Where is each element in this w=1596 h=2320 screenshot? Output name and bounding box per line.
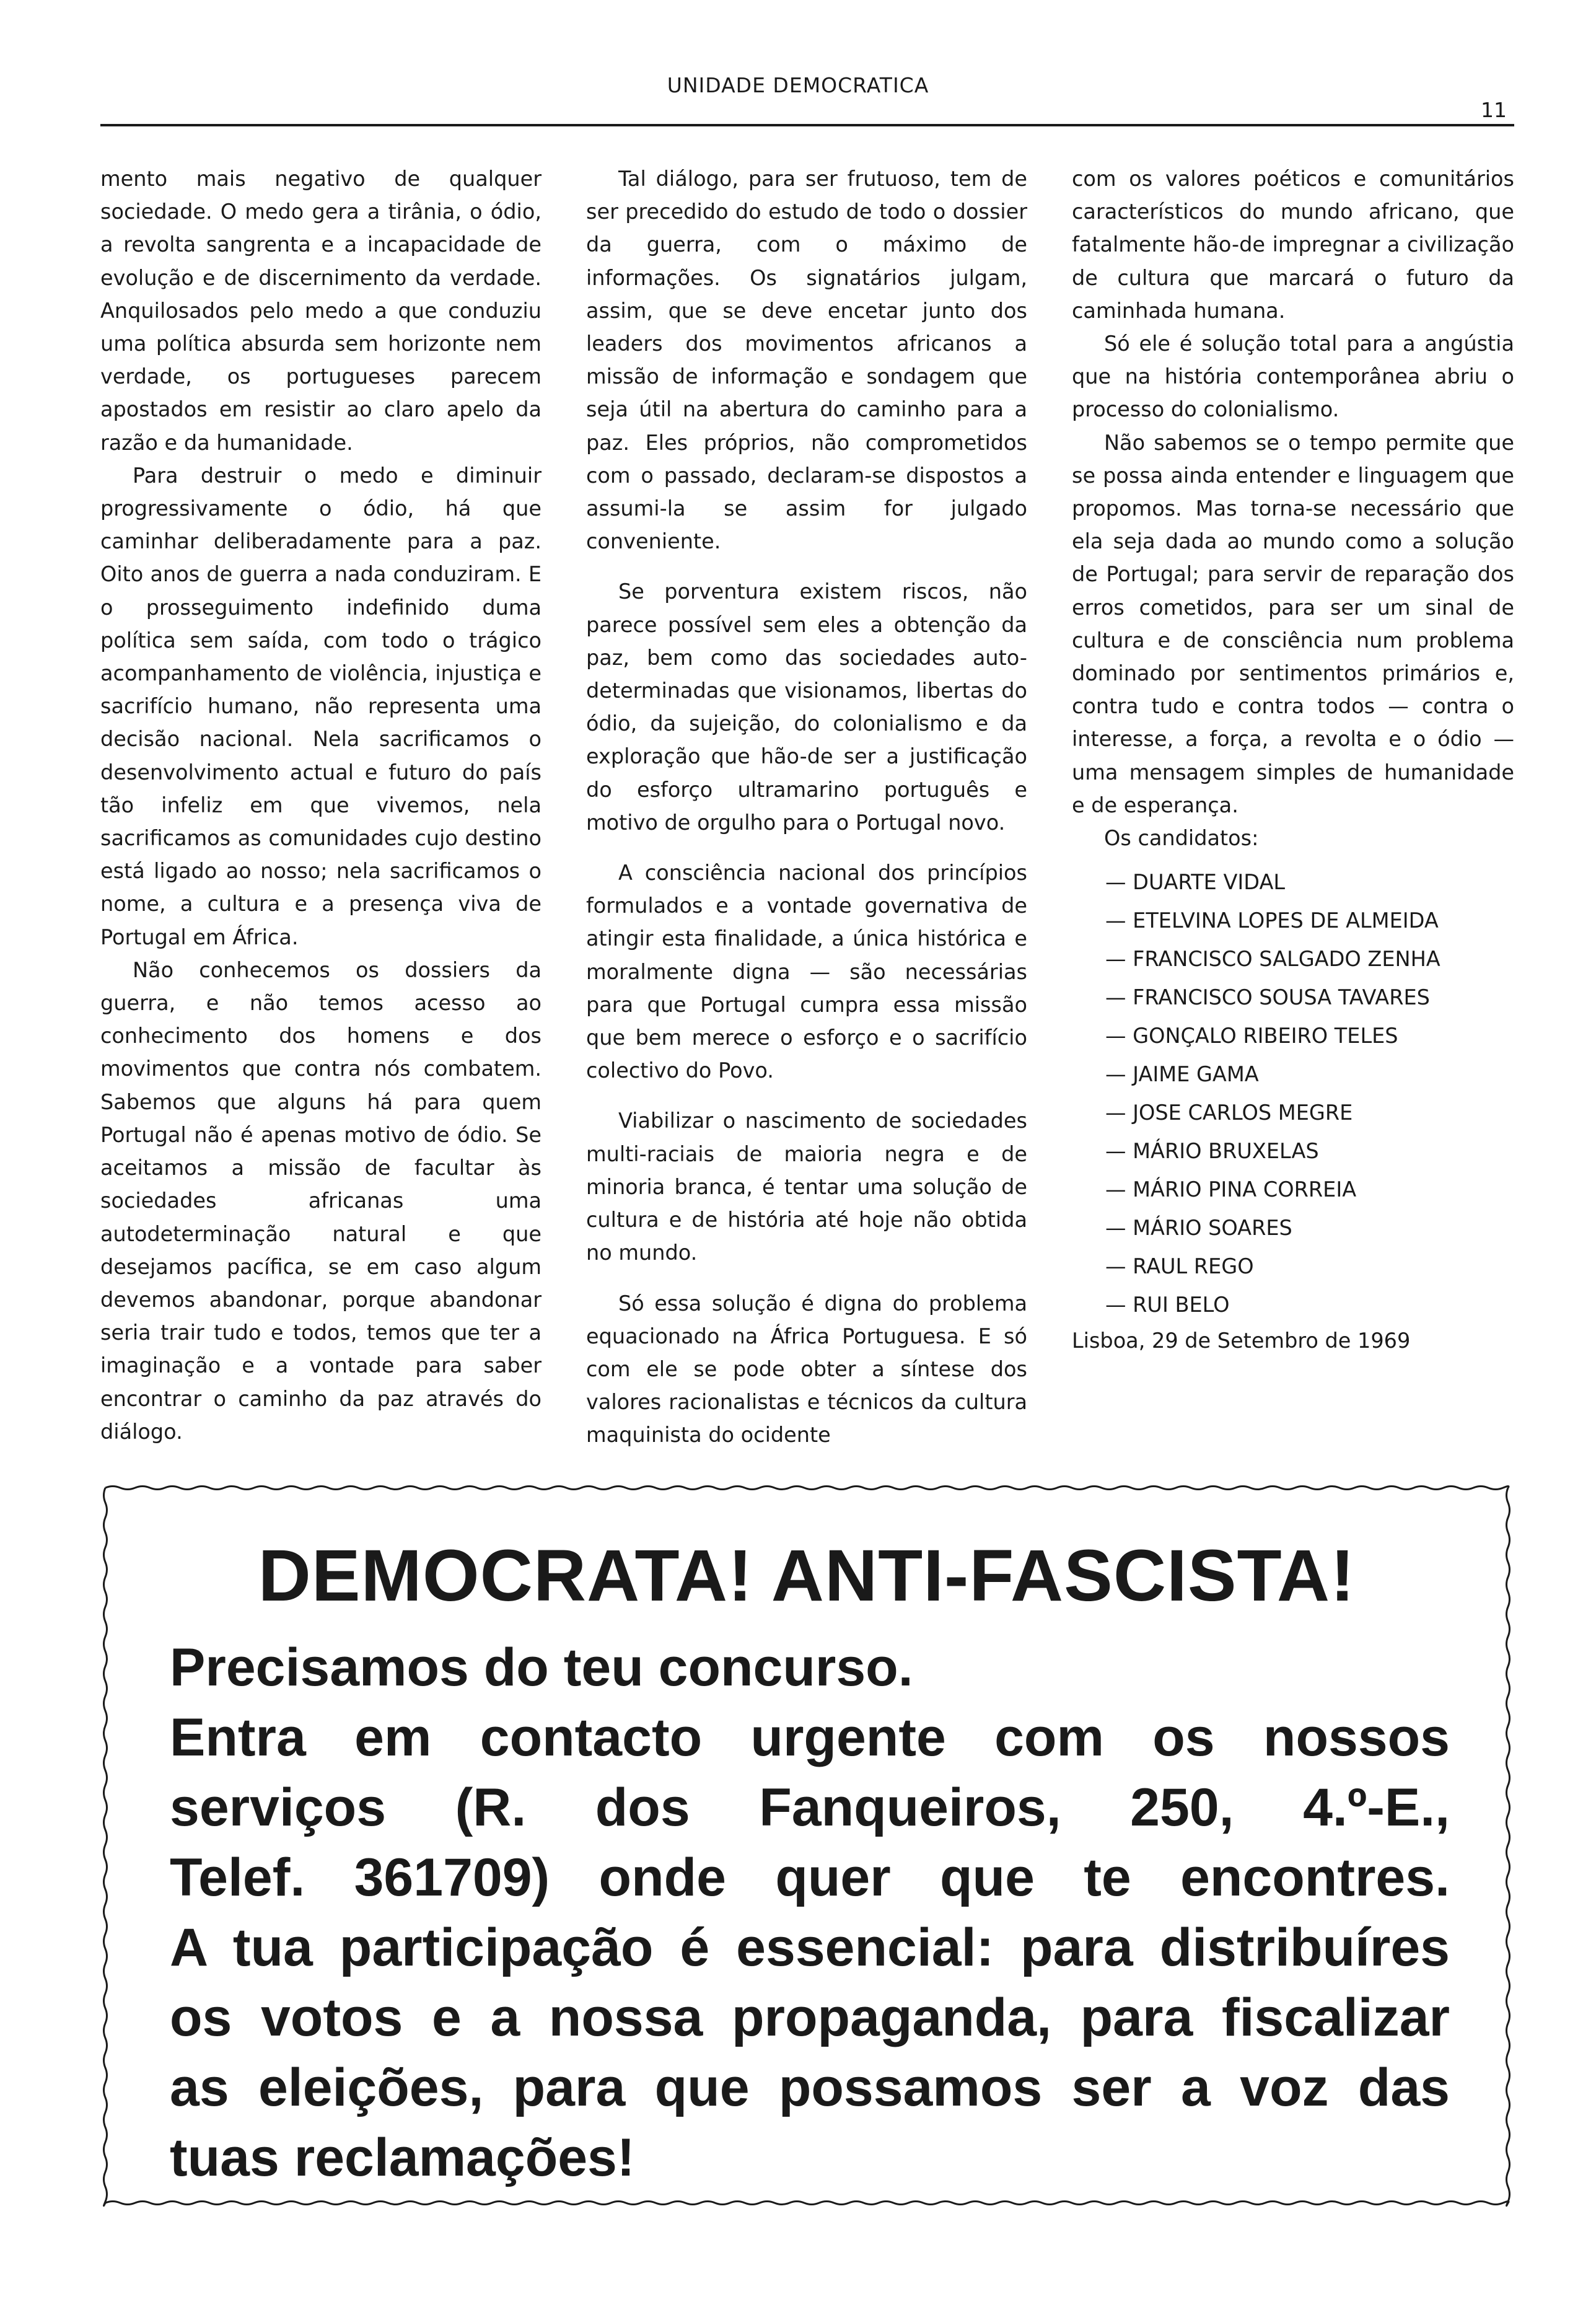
paragraph: com os valores poéticos e comunitários característicos do mundo africano, que fatalmente hão-de impregnar a civilização de cultura que marcará o futuro da caminhada humana. xyxy=(1072,167,1514,323)
candidate-name: — MÁRIO PINA CORREIA xyxy=(1105,1177,1357,1202)
text-column-2 xyxy=(586,162,1027,1452)
ad-line: Precisamos do teu concurso. xyxy=(170,1638,913,1697)
ad-line: Telef. 361709) onde quer que te encontres. xyxy=(170,1848,1450,1907)
paragraph: mento mais negativo de qualquer sociedade. O medo gera a tirânia, o ódio, a revolta sangrenta e a incapacidade de evolução e de discernimento da verdade. Anquilosados pelo medo a que conduziu uma política absurda sem horizonte nem verdade, os portugueses parecem apostados em resistir ao claro apelo da razão e da humanidade. xyxy=(100,167,542,455)
ad-body xyxy=(170,1633,1450,2193)
ad-line: serviços (R. dos Fanqueiros, 250, 4.º-E., xyxy=(170,1778,1450,1837)
candidate-name: — JAIME GAMA xyxy=(1105,1062,1259,1087)
paragraph: Viabilizar o nascimento de sociedades multi-raciais de maioria negra e de minoria branca, é tentar uma solução de cultura e de história até hoje não obtida no mundo. xyxy=(586,1109,1027,1265)
candidate-name: — MÁRIO SOARES xyxy=(1105,1216,1292,1241)
candidate-name: — FRANCISCO SALGADO ZENHA xyxy=(1105,947,1440,972)
paragraph: Se porventura existem riscos, não parece possível sem eles a obtenção da paz, bem como das sociedades auto-determinadas que visionamos, libertas do ódio, da sujeição, do colonialismo e da exploração que hão-de ser a justificação do esforço ultramarino português e motivo de orgulho para o Portugal novo. xyxy=(586,579,1027,835)
paragraph: Só ele é solução total para a angústia que na história contemporânea abriu o processo do colonialismo. xyxy=(1072,332,1514,422)
text-column-1 xyxy=(100,162,542,1448)
candidate-name: — JOSE CARLOS MEGRE xyxy=(1105,1101,1353,1125)
paragraph: Tal diálogo, para ser frutuoso, tem de ser precedido do estudo de todo o dossier da guerra, com o máximo de informações. Os signatários julgam, assim, que se deve encetar junto dos leaders dos movimentos africanos a missão de informação e sondagem que seja útil na abertura do caminho para a paz. Eles próprios, não comprometidos com o passado, declaram-se dispostos a assumi-la se assim for julgado conveniente. xyxy=(586,167,1027,554)
ad-line: Entra em contacto urgente com os nossos xyxy=(170,1708,1450,1767)
signoff-date: Lisboa, 29 de Setembro de 1969 xyxy=(1072,1329,1411,1353)
candidate-name: — ETELVINA LOPES DE ALMEIDA xyxy=(1105,908,1439,933)
candidate-name: — MÁRIO BRUXELAS xyxy=(1105,1139,1319,1164)
wavy-border-top xyxy=(105,1487,1509,1490)
text-column-3 xyxy=(1072,162,1514,1357)
ad-line: A tua participação é essencial: para distribuíres xyxy=(170,1918,1450,1977)
candidates-list xyxy=(1072,863,1514,1324)
header-rule xyxy=(100,124,1514,126)
ad-line: as eleições, para que possamos ser a voz das xyxy=(170,2058,1450,2117)
paragraph: Para destruir o medo e diminuir progressivamente o ódio, há que caminhar deliberadamente para a paz. Oito anos de guerra a nada conduziram. E o prosseguimento indefinido duma política sem saída, com todo o trágico acompanhamento de violência, injustiça e sacrifício humano, não representa uma decisão nacional. Nela sacrificamos o desenvolvimento actual e futuro do país tão infeliz em que vivemos, nela sacrificamos as comunidades cujo destino está ligado ao nosso; nela sacrificamos o nome, a cultura e a presença viva de Portugal em África. xyxy=(100,463,542,949)
advertisement-box xyxy=(100,1483,1513,2208)
candidate-name: — DUARTE VIDAL xyxy=(1105,870,1286,895)
ad-line: os votos e a nossa propaganda, para fiscalizar xyxy=(170,1988,1450,2047)
paragraph: A consciência nacional dos princípios formulados e a vontade governativa de atingir esta finalidade, a única histórica e moralmente digna — são necessárias para que Portugal cumpra essa missão que bem merece o esforço e o sacrifício colectivo do Povo. xyxy=(586,861,1027,1083)
paragraph: Não conhecemos os dossiers da guerra, e não temos acesso ao conhecimento dos homens e dos movimentos que contra nós combatem. Sabemos que alguns há para quem Portugal não é apenas motivo de ódio. Se aceitamos a missão de facultar às sociedades africanas uma autodeterminação natural e que desejamos pacífica, se em caso algum devemos abandonar, porque abandonar seria trair tudo e todos, temos que ter a imaginação e a vontade para saber encontrar o caminho da paz através do diálogo. xyxy=(100,957,542,1444)
paragraph: Não sabemos se o tempo permite que se possa ainda entender e linguagem que propomos. Mas torna-se necessário que ela seja dada ao mundo como a solução de Portugal; para servir de reparação dos erros cometidos, para ser um sinal de cultura e de consciência num problema dominado por sentimentos primários e, contra tudo e contra todos — contra o interesse, a força, a revolta e o ódio — uma mensagem simples de humanidade e de esperança. xyxy=(1072,430,1514,817)
ad-headline: DEMOCRATA! ANTI-FASCISTA! xyxy=(258,1535,1356,1617)
candidate-name: — RUI BELO xyxy=(1105,1293,1230,1317)
paragraph: Só essa solução é digna do problema equacionado na África Portuguesa. E só com ele se pode obter a síntese dos valores racionalistas e técnicos da cultura maquinista do ocidente xyxy=(586,1291,1027,1448)
page-number: 11 xyxy=(1481,98,1507,122)
candidates-label: Os candidatos: xyxy=(1104,826,1259,851)
candidate-name: — GONÇALO RIBEIRO TELES xyxy=(1105,1024,1398,1048)
ad-line: tuas reclamações! xyxy=(170,2128,635,2187)
candidate-name: — RAUL REGO xyxy=(1105,1254,1254,1279)
running-header: UNIDADE DEMOCRATICA xyxy=(667,73,929,97)
candidate-name: — FRANCISCO SOUSA TAVARES xyxy=(1105,985,1430,1010)
wavy-border-bottom xyxy=(105,2202,1509,2205)
